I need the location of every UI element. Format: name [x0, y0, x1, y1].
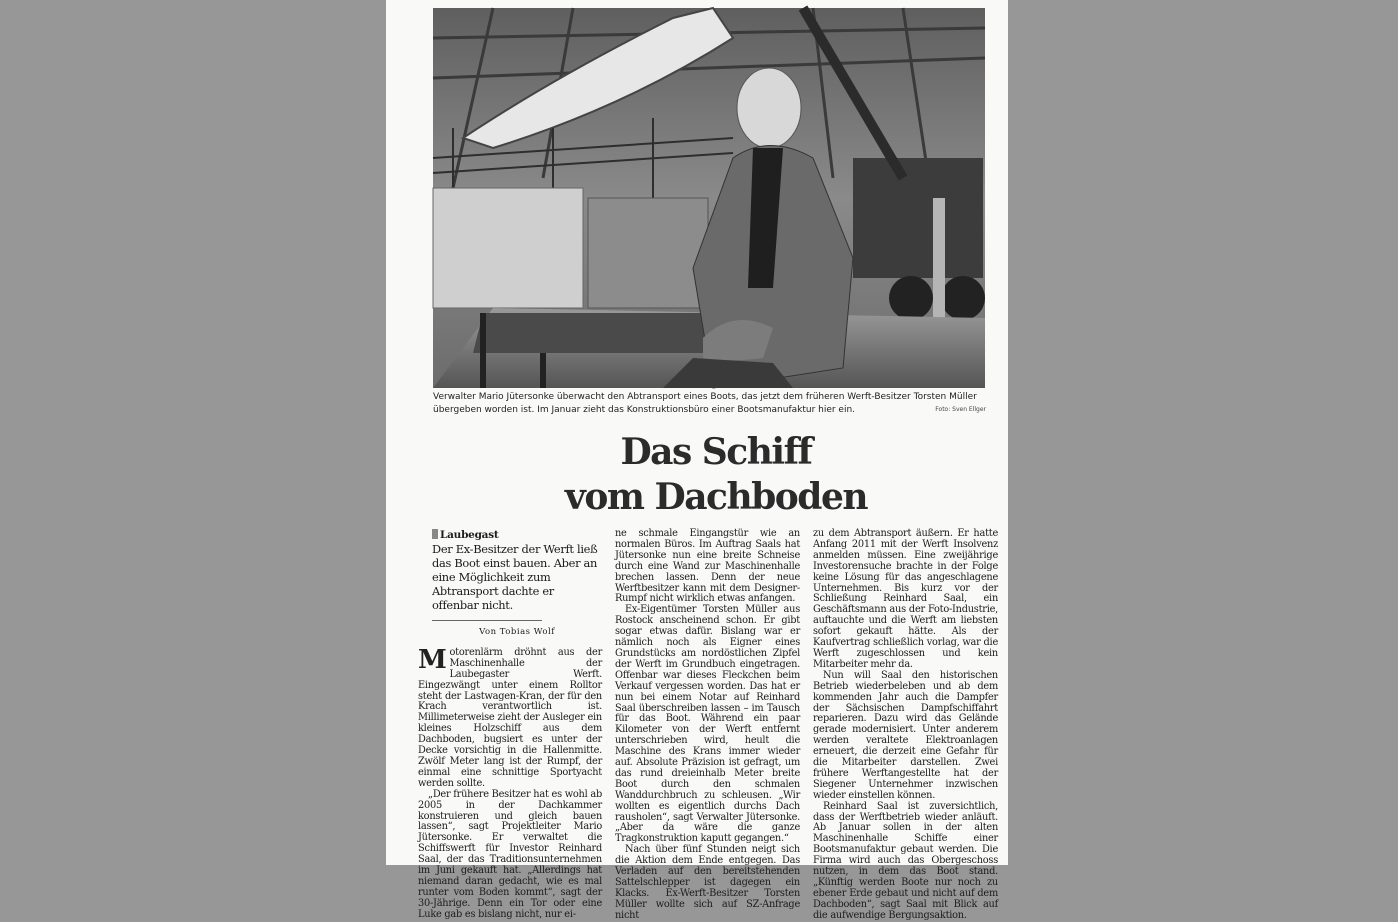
photo-hall-scene: [433, 8, 985, 388]
paragraph: Nach über fünf Stunden neigt sich die Aktion dem Ende entgegen. Das Verladen auf den bereitstehenden Sattelschlepper ist dagegen ein Klacks. Ex-Werft-Besitzer Torsten Müller wollte sich auf SZ-Anfrage nicht: [615, 844, 800, 921]
column-2: [615, 529, 800, 922]
paragraph: ne schmale Eingangstür wie an normalen Büros. Im Auftrag Saals hat Jütersonke nun eine breite Schneise durch eine Wand zur Maschinenhalle brechen lassen. Denn der neue Werftbesitzer kann mit dem Designer-Rumpf nicht wirklich etwas anfangen.: [615, 528, 800, 605]
paragraph-text: otorenlärm dröhnt aus der Maschinenhalle der Laubegaster Werft. Eingezwängt unter einem Rolltor steht der Lastwagen-Kran, der für den Krach verantwortlich ist. Millimeterweise zieht der Ausleger ein kleines Holzschiff aus dem Dachboden, bugsiert es unter der Decke vorsichtig in die Hallenmitte. Zwölf Meter lang ist der Rumpf, der einmal eine schnittige Sportyacht werden sollte.: [418, 646, 602, 789]
headline: [386, 430, 1046, 520]
author-byline: Von Tobias Wolf: [479, 627, 555, 637]
paragraph: „Der frühere Besitzer hat es wohl ab 2005 in der Dachkammer konstruieren und gleich bauen lassen“, sagt Projektleiter Mario Jütersonke. Er verwaltet die Schiffswerft für Investor Reinhard Saal, der das Traditionsunternehmen im Juni gekauft hat. „Allerdings hat niemand daran gedacht, wie es mal runter vom Boden kommt“, sagt der 30-Jährige. Denn ein Tor oder eine Luke gab es bislang nicht, nur ei-: [418, 788, 602, 920]
headline-line-2: vom Dachboden: [564, 476, 868, 518]
kicker-bar: [432, 529, 438, 539]
paragraph: Nun will Saal den historischen Betrieb wiederbeleben und ab dem kommenden Jahr auch die Dampfer der Sächsischen Dampfschiffahrt reparieren. Dazu wird das Gelände gerade modernisiert. Unter anderem werden veraltete Elektroanlagen erneuert, die derzeit eine Gefahr für die Mitarbeiter darstellen. Zwei frühere Werftangestellte hat der Siegener Unternehmer inzwischen wieder einstellen können.: [813, 669, 998, 801]
paragraph: [418, 644, 602, 790]
column-3: [813, 529, 998, 922]
kicker: [432, 529, 602, 542]
article-photo: [433, 8, 985, 388]
newspaper-page: [386, 0, 1008, 921]
paragraph: zu dem Abtransport äußern. Er hatte Anfang 2011 mit der Werft Insolvenz anmelden müssen. Eine zweijährige Investorensuche brachte in der Folge keine Lösung für das angeschlagene Unternehmen. Bis kurz vor der Schließung Reinhard Saal, ein Geschäftsmann aus der Foto-Industrie, auftauchte und die Werft am liebsten sofort gekauft hätte. Als der Kaufvertrag schließlich vorlag, war die Werft zugeschlossen und kein Mitarbeiter mehr da.: [813, 528, 998, 670]
photo-caption: Verwalter Mario Jütersonke überwacht den Abtransport eines Boots, das jetzt dem früheren Werft-Besitzer Torsten Müller übergeben worden ist. Im Januar zieht das Konstruktionsbüro einer Bootsmanufaktur hier ein.: [433, 392, 977, 415]
headline-line-1: Das Schiff: [620, 431, 812, 473]
column-1: [418, 529, 602, 921]
photo-credit: Foto: Sven Ellger: [935, 406, 986, 413]
drop-cap: M: [418, 644, 447, 675]
teaser: Der Ex-Besitzer der Werft ließ das Boot einst bauen. Aber an eine Möglichkeit zum Abtransport dachte er offenbar nicht.: [432, 542, 598, 612]
divider: [432, 620, 542, 621]
paragraph: Reinhard Saal ist zuversichtlich, dass der Werftbetrieb wieder anläuft. Ab Januar sollen in der alten Maschinenhalle Schiffe einer Bootsmanufaktur gebaut werden. Die Firma wird auch das Obergeschoss nutzen, in dem das Boot stand. „Künftig werden Boote nur noch zu ebener Erde gebaut und nicht auf dem Dachboden“, sagt Saal mit Blick auf die aufwendige Bergungsaktion.: [813, 800, 998, 921]
paragraph: Ex-Eigentümer Torsten Müller aus Rostock anscheinend schon. Er gibt sogar etwas dafür. Bislang war er nämlich noch als Eigner eines Grundstücks am nordöstlichen Zipfel der Werft im Grundbuch eingetragen. Offenbar war dieses Fleckchen beim Verkauf vergessen worden. Das hat er nun bei einem Notar auf Reinhard Saal überschreiben lassen – im Tausch für das Boot. Während ein paar Kilometer von der Werft entfernt unterschrieben wird, heult die Maschine des Krans immer wieder auf. Absolute Präzision ist gefragt, um das rund dreieinhalb Meter breite Boot durch den schmalen Wanddurchbruch zu schleusen. „Wir wollten es eigentlich durchs Dach rausholen“, sagt Verwalter Jütersonke. „Aber da wäre die ganze Tragkonstruktion kaputt gegangen.“: [615, 604, 800, 845]
kicker-label: Laubegast: [440, 529, 499, 541]
